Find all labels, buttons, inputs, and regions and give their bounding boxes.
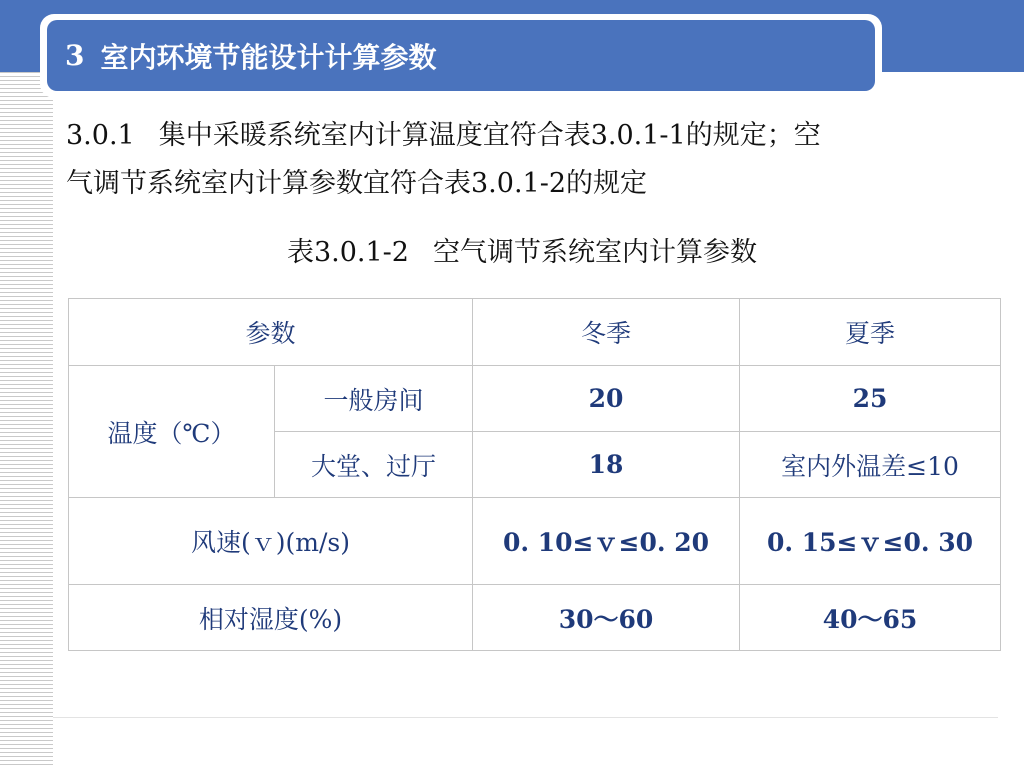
row-label: 相对湿度(%)	[69, 585, 473, 651]
clause-line-2: 气调节系统室内计算参数宜符合表3.0.1-2的规定	[66, 168, 648, 199]
temperature-label: 温度（℃）	[69, 366, 275, 498]
summer-value: 25	[740, 366, 1001, 432]
summer-value: 40～65	[740, 585, 1001, 651]
table-header-row	[69, 299, 1001, 366]
table-title: 空气调节系统室内计算参数	[433, 237, 757, 268]
winter-value: 20	[473, 366, 740, 432]
table-caption	[0, 230, 1024, 269]
parameters-table	[68, 298, 1001, 651]
winter-value: 18	[473, 432, 740, 498]
summer-value: 室内外温差≤10	[740, 432, 1001, 498]
slide-title	[47, 20, 875, 91]
table-row	[69, 498, 1001, 585]
row-label: 一般房间	[275, 366, 473, 432]
row-label: 大堂、过厅	[275, 432, 473, 498]
summer-value: 0. 15≤ｖ≤0. 30	[740, 498, 1001, 585]
table-row	[69, 366, 1001, 432]
table-number: 表3.0.1-2	[286, 237, 409, 268]
clause-number: 3.0.1	[66, 120, 135, 151]
decorative-stripes	[0, 72, 53, 768]
header-winter: 冬季	[473, 299, 740, 366]
winter-value: 0. 10≤ｖ≤0. 20	[473, 498, 740, 585]
clause-paragraph	[66, 112, 1006, 208]
winter-value: 30～60	[473, 585, 740, 651]
row-label: 风速(ｖ)(m/s)	[69, 498, 473, 585]
header-summer: 夏季	[740, 299, 1001, 366]
section-title: 室内环境节能设计计算参数	[100, 40, 437, 74]
header-parameter: 参数	[69, 299, 473, 366]
section-number: 3	[65, 39, 85, 72]
table-row	[69, 585, 1001, 651]
clause-line-1: 集中采暖系统室内计算温度宜符合表3.0.1-1的规定；空	[158, 120, 821, 151]
footer-divider	[53, 717, 998, 718]
